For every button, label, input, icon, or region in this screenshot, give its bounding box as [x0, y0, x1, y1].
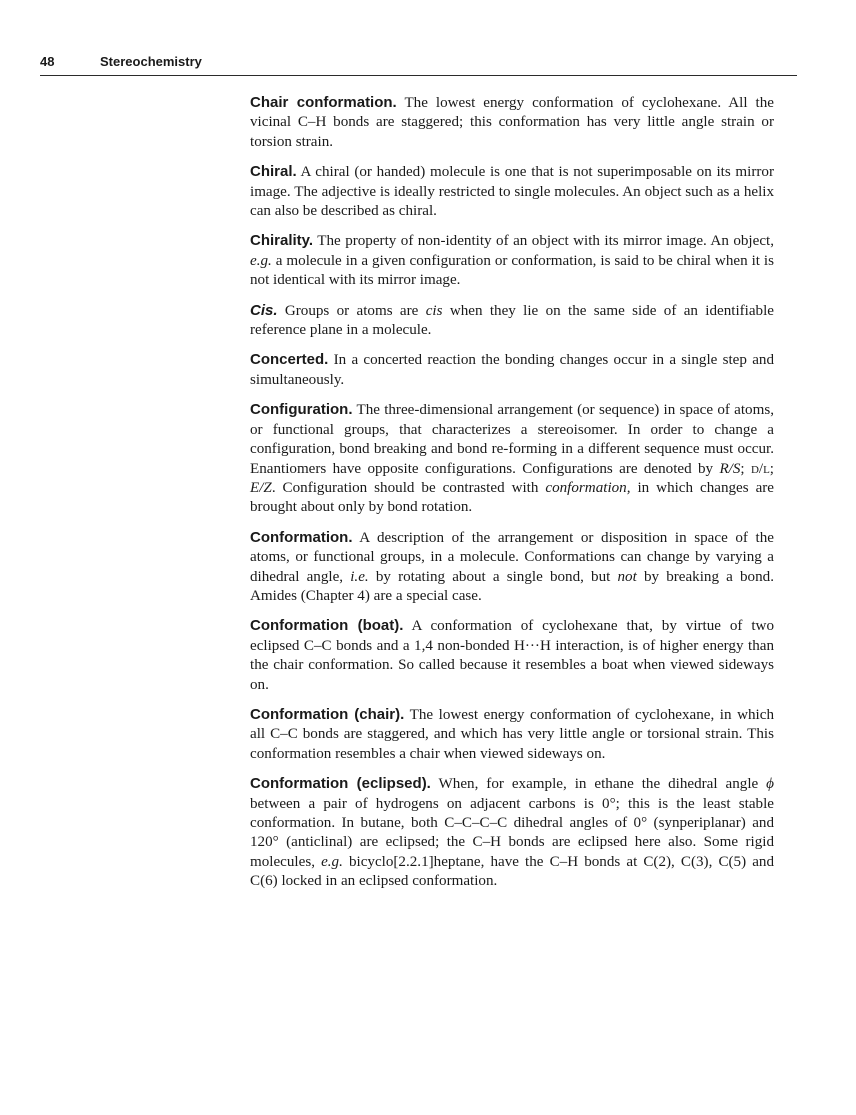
entry-conformation-eclipsed: [250, 774, 774, 891]
entry-chair-conformation: [250, 93, 774, 152]
entry-term: Conformation (eclipsed).: [250, 775, 431, 793]
running-title: Stereochemistry: [100, 54, 202, 69]
entry-text: The lowest energy conformation of cyclohexane. All the vicinal C–H bonds are staggered; this conformation has very little angle strain or torsion strain.: [250, 95, 774, 150]
entry-term: Chair conformation.: [250, 94, 397, 111]
entry-text: a molecule in a given configuration or conformation, is said to be chiral when it is not identical with its mirror image.: [250, 252, 774, 289]
entry-text: by rotating about a single bond, but: [375, 568, 611, 585]
entry-italic: conformation,: [545, 479, 631, 496]
entry-text: In a concerted reaction the bonding changes occur in a single step and simultaneously.: [250, 352, 774, 388]
entry-term: Conformation (boat).: [250, 617, 404, 635]
entry-conformation: [250, 528, 774, 607]
entry-text: in which changes are brought about only by bond rotation.: [250, 479, 775, 516]
entry-conformation-chair: [250, 705, 774, 764]
entry-text: The three-dimensional arrangement (or sequence) in space of atoms, or functional groups, that characterizes a stereoisomer. In order to change a configuration, bond breaking and bond re-forming in a different sequence must occur. Enantiomers have opposite configurations. Configurations are denoted by: [250, 402, 774, 477]
entry-italic: i.e.: [350, 568, 369, 585]
page-number: 48: [40, 54, 55, 69]
entry-smallcaps: d/l: [750, 460, 770, 477]
entry-italic: R/S: [719, 460, 741, 477]
entry-italic: E/Z: [250, 479, 272, 496]
entry-text: bicyclo[2.2.1]heptane, have the C–H bonds at C(2), C(3), C(5) and C(6) locked in an eclipsed conformation.: [250, 853, 774, 890]
entry-text: by breaking a bond. Amides (Chapter 4) are a special case.: [250, 568, 774, 604]
running-header: [40, 53, 797, 76]
entry-text: The lowest energy conformation of cyclohexane, in which all C–C bonds are staggered, and which has very little angle or torsional strain. This conformation resembles a chair when viewed sideways on.: [250, 706, 774, 762]
entry-term: Chirality.: [250, 232, 314, 250]
entry-term: Conformation (chair).: [250, 705, 405, 723]
glossary-body: [250, 93, 774, 902]
entry-text: when they lie on the same side of an identifiable reference plane in a molecule.: [250, 302, 775, 339]
entry-text: A conformation of cyclohexane that, by virtue of two eclipsed C–C bonds and a 1,4 non-bonded H···H interaction, is of higher energy than the chair conformation. So called because it resembles a boat when viewed sideways on.: [250, 618, 774, 693]
entry-italic: ϕ: [766, 776, 774, 793]
entry-text: Groups or atoms are: [284, 302, 419, 319]
entry-text: When, for example, in ethane the dihedral angle: [438, 776, 759, 793]
entry-term: Chiral.: [250, 163, 297, 181]
entry-italic: e.g.: [250, 252, 272, 269]
entry-text: The property of non-identity of an object with its mirror image. An object,: [317, 233, 774, 250]
entry-term: Concerted.: [250, 351, 329, 369]
entry-text: A description of the arrangement or disposition in space of the atoms, or functional groups, in a molecule. Conformations can change by varying a dihedral angle,: [250, 529, 774, 585]
entry-italic: cis: [425, 302, 443, 319]
entry-term: Configuration.: [250, 401, 353, 419]
entry-concerted: [250, 350, 774, 390]
entry-text: between a pair of hydrogens on adjacent carbons is 0°; this is the least stable conformation. In butane, both C–C–C–C dihedral angles of 0° (synperiplanar) and 120° (anticlinal) are eclipsed; the C–H bonds are eclipsed here also. Some rigid molecules,: [250, 795, 774, 870]
entry-conformation-boat: [250, 616, 774, 695]
entry-chiral: [250, 162, 774, 221]
entry-italic: e.g.: [321, 853, 343, 870]
entry-text: A chiral (or handed) molecule is one that is not superimposable on its mirror image. The adjective is ideally restricted to single molecules. An object such as a helix can also be described as chiral.: [250, 164, 774, 220]
entry-configuration: Configuration. The three-dimensional arrangement (or sequence) in space of atoms, or functional groups, that characterizes a stereoisomer. In order to change a configuration, bond breaking and bond re-forming in a different sequence must occur. Enantiomers have opposite configurations. Configurations are denoted by R/S; d/l; E/Z. Configuration should be contrasted with conformation, in which changes are brought about only by bond rotation.: [250, 401, 775, 516]
entry-italic: not: [617, 568, 637, 585]
entry-text: Configuration should be contrasted with: [282, 479, 539, 496]
entry-term: Cis.: [250, 301, 278, 319]
entry-chirality: [250, 231, 774, 290]
entry-term: Conformation.: [250, 528, 353, 546]
entry-cis: [250, 301, 774, 341]
